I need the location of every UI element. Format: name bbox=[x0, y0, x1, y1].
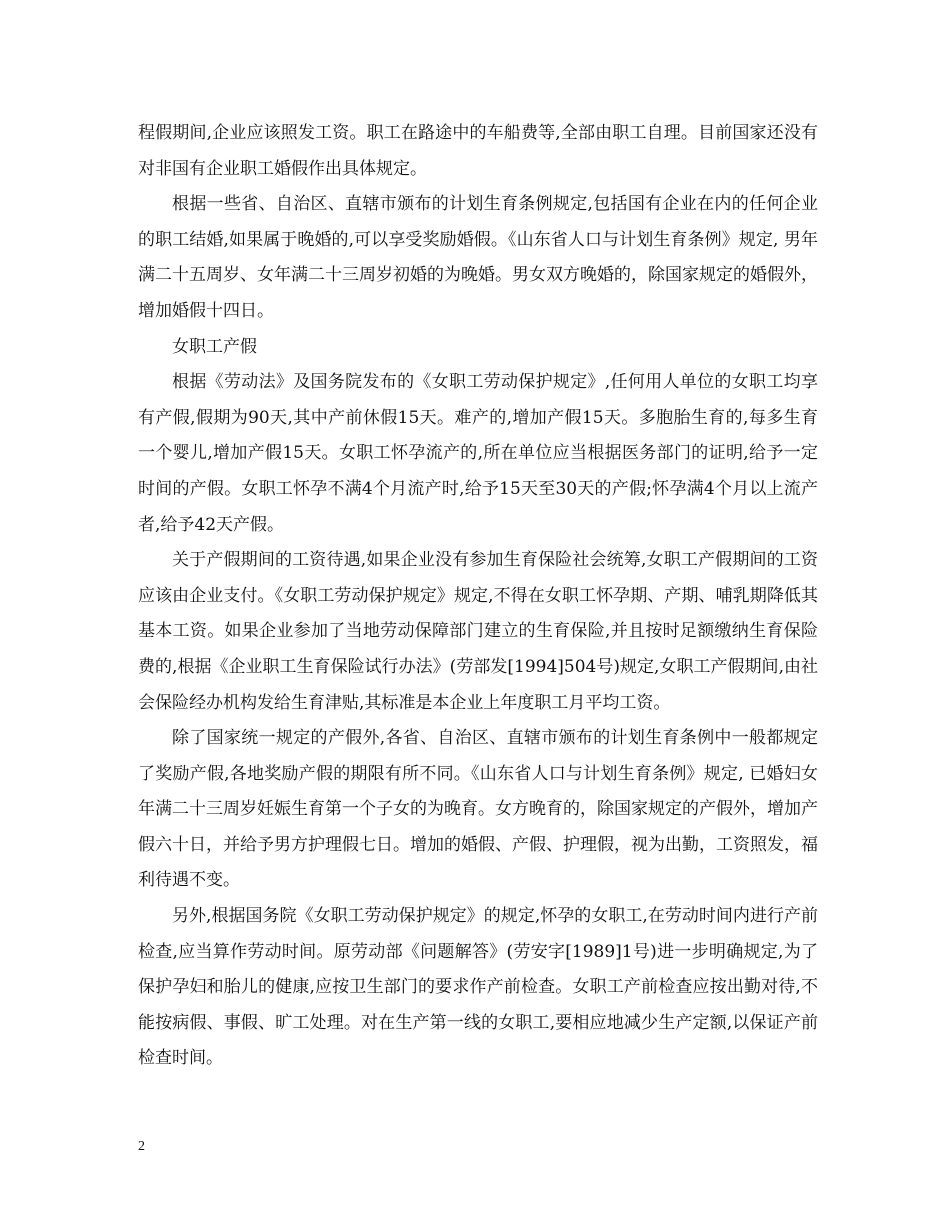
paragraph-late-marriage: 根据一些省、自治区、直辖市颁布的计划生育条例规定,包括国有企业在内的任何企业的职工结婚,如果属于晚婚的,可以享受奖励婚假。《山东省人口与计划生育条例》规定, 男年满二十五周岁、女年满二十三周岁初婚的为晚婚。男女双方晚婚的，除国家规定的婚假外，增加婚假十四日。 bbox=[138, 194, 818, 321]
page-number: 2 bbox=[138, 1139, 145, 1154]
paragraph-continuation: 程假期间,企业应该照发工资。职工在路途中的车船费等,全部由职工自理。目前国家还没有对非国有企业职工婚假作出具体规定。 bbox=[138, 123, 818, 179]
paragraph-prenatal-checkup: 另外,根据国务院《女职工劳动保护规定》的规定,怀孕的女职工,在劳动时间内进行产前检查,应当算作劳动时间。原劳动部《问题解答》(劳安字[1989]1号)进一步明确规定,为了保护孕妇和胎儿的健康,应按卫生部门的要求作产前检查。女职工产前检查应按出勤对待,不能按病假、事假、旷工处理。对在生产第一线的女职工,要相应地减少生产定额,以保证产前检查时间。 bbox=[138, 906, 818, 1069]
paragraph-maternity-duration: 根据《劳动法》及国务院发布的《女职工劳动保护规定》,任何用人单位的女职工均享有产假,假期为90天,其中产前休假15天。难产的,增加产假15天。多胞胎生育的,每多生育一个婴儿,增加产假15天。女职工怀孕流产的,所在单位应当根据医务部门的证明,给予一定时间的产假。女职工怀孕不满4个月流产时,给予15天至30天的产假;怀孕满4个月以上流产者,给予42天产假。 bbox=[138, 372, 818, 535]
section-heading-maternity-leave: 女职工产假 bbox=[172, 336, 257, 357]
paragraph-maternity-wages: 关于产假期间的工资待遇,如果企业没有参加生育保险社会统筹,女职工产假期间的工资应该由企业支付。《女职工劳动保护规定》规定,不得在女职工怀孕期、产期、哺乳期降低其基本工资。如果企业参加了当地劳动保障部门建立的生育保险,并且按时足额缴纳生育保险费的,根据《企业职工生育保险试行办法》(劳部发[1994]504号)规定,女职工产假期间,由社会保险经办机构发给生育津贴,其标准是本企业上年度职工月平均工资。 bbox=[138, 550, 818, 713]
paragraph-reward-leave: 除了国家统一规定的产假外,各省、自治区、直辖市颁布的计划生育条例中一般都规定了奖励产假,各地奖励产假的期限有所不同。《山东省人口与计划生育条例》规定, 已婚妇女年满二十三周岁妊娠生育第一个子女的为晚育。女方晚育的，除国家规定的产假外，增加产假六十日，并给予男方护理假七日。增加的婚假、产假、护理假，视为出勤，工资照发，福利待遇不变。 bbox=[138, 728, 818, 891]
document-body bbox=[138, 116, 818, 1077]
